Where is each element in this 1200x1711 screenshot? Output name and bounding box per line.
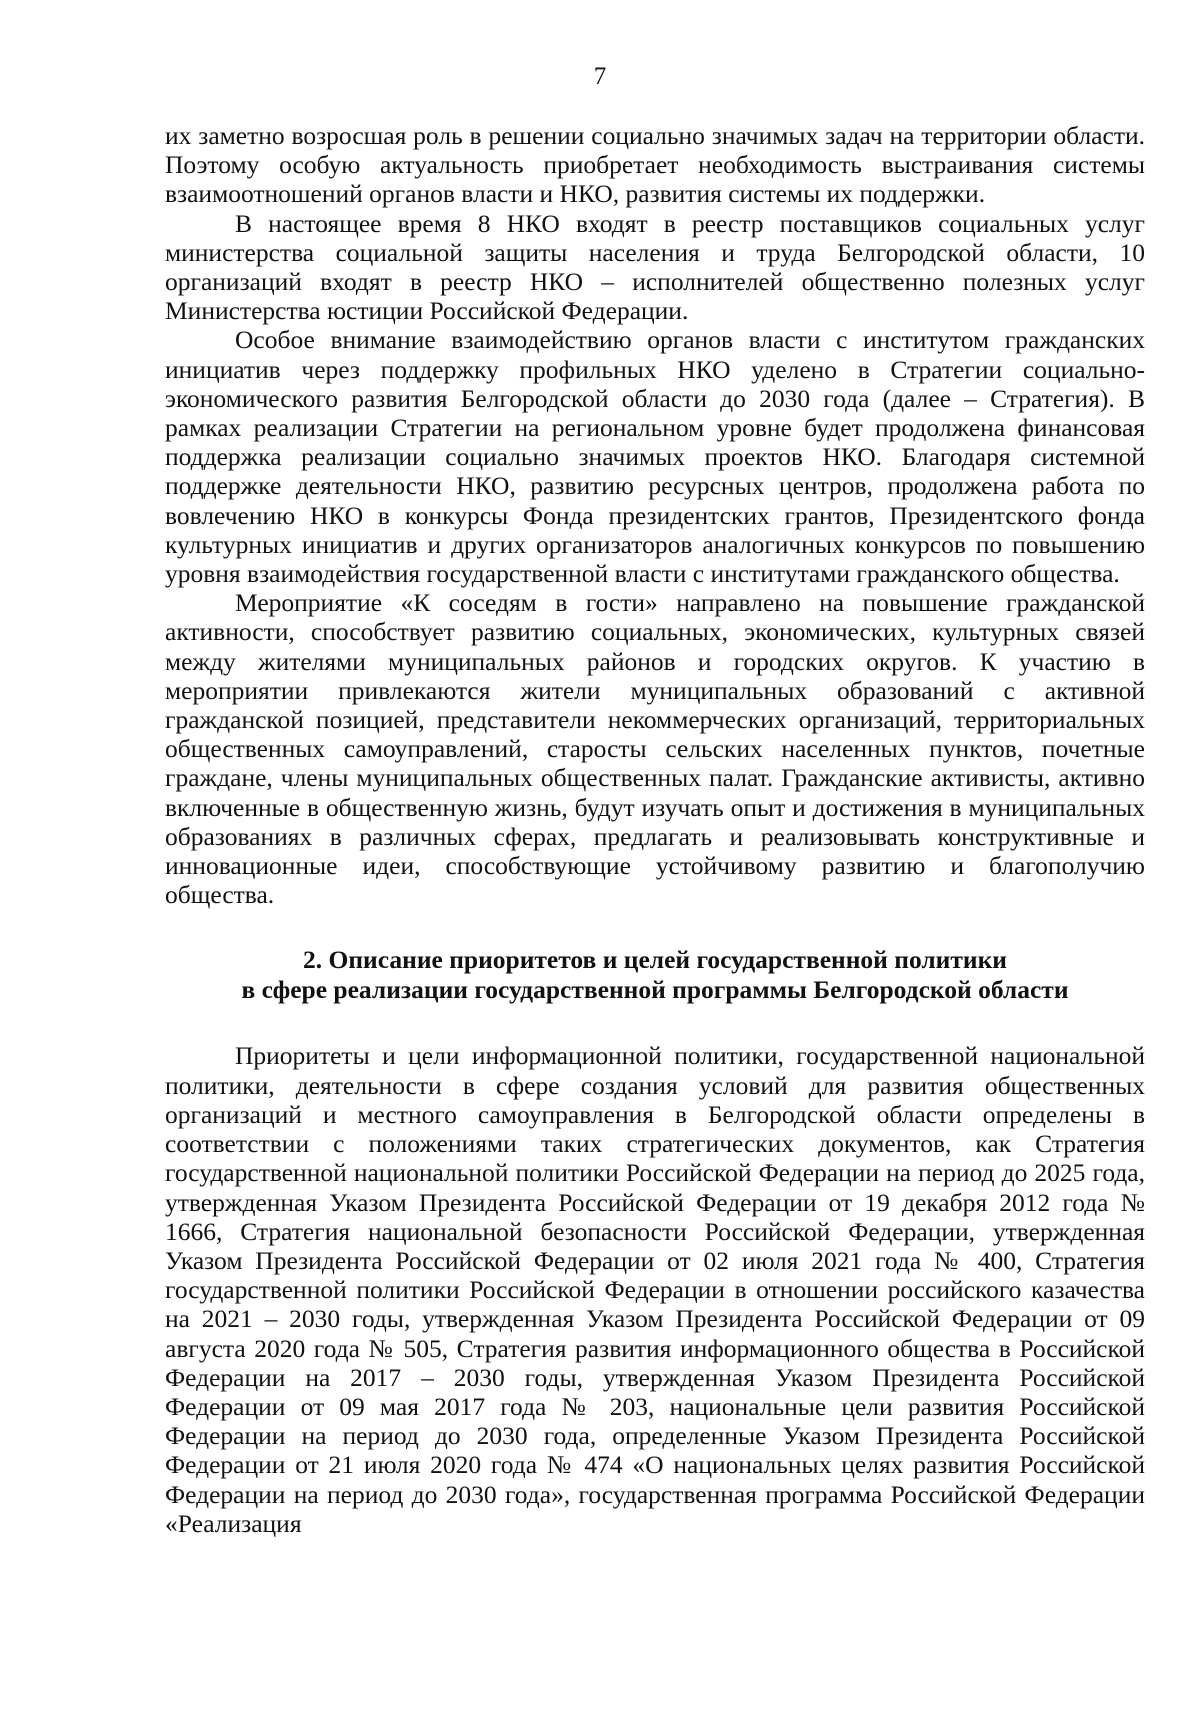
paragraph-social-services-registry: В настоящее время 8 НКО входят в реестр поставщиков социальных услуг министерства социальной защиты населения и труда Белгородской области, 10 организаций входят в реестр НКО – исполнителей общественно полезных услуг Министерства юстиции Российской Федерации.: [165, 208, 1145, 326]
section-heading-line-1: 2. Описание приоритетов и целей государственной политики: [303, 945, 1007, 975]
paragraph-visit-neighbors: Мероприятие «К соседям в гости» направлено на повышение гражданской активности, способствует развитию социальных, экономических, культурных связей между жителями муниципальных районов и городских округов. К участию в мероприятии привлекаются жители муниципальных образований с активной гражданской позицией, представители некоммерческих организаций, территориальных общественных самоуправлений, старосты сельских населенных пунктов, почетные граждане, члены муниципальных общественных палат. Гражданские активисты, активно включенные в общественную жизнь, будут изучать опыт и достижения в муниципальных образованиях в различных сферах, предлагать и реализовывать конструктивные и инновационные идеи, способствующие устойчивому развитию и благополучию общества.: [165, 588, 1145, 910]
paragraph-continuation: их заметно возросшая роль в решении социально значимых задач на территории области. Поэтому особую актуальность приобретает необходимость выстраивания системы взаимоотношений органов власти и НКО, развития системы их поддержки.: [165, 121, 1145, 209]
paragraph-strategy: Особое внимание взаимодействию органов власти с институтом гражданских инициатив через поддержку профильных НКО уделено в Стратегии социально-экономического развития Белгородской области до 2030 года (далее – Стратегия). В рамках реализации Стратегии на региональном уровне будет продолжена финансовая поддержка реализации социально значимых проектов НКО. Благодаря системной поддержке деятельности НКО, развитию ресурсных центров, продолжена работа по вовлечению НКО в конкурсы Фонда президентских грантов, Президентского фонда культурных инициатив и других организаторов аналогичных конкурсов по повышению уровня взаимодействия государственной власти с институтами гражданского общества.: [165, 325, 1145, 589]
page-content: [165, 121, 1145, 1538]
page-number: 7: [593, 63, 607, 90]
section-heading: [165, 945, 1145, 1005]
section-heading-line-2: в сфере реализации государственной программы Белгородской области: [241, 975, 1069, 1005]
paragraph-priorities: Приоритеты и цели информационной политики, государственной национальной политики, деятельности в сфере создания условий для развития общественных организаций и местного самоуправления в Белгородской области определены в соответствии с положениями таких стратегических документов, как Стратегия государственной национальной политики Российской Федерации на период до 2025 года, утвержденная Указом Президента Российской Федерации от 19 декабря 2012 года № 1666, Стратегия национальной безопасности Российской Федерации, утвержденная Указом Президента Российской Федерации от 02 июля 2021 года № 400, Стратегия государственной политики Российской Федерации в отношении российского казачества на 2021 – 2030 годы, утвержденная Указом Президента Российской Федерации от 09 августа 2020 года № 505, Стратегия развития информационного общества в Российской Федерации на 2017 – 2030 годы, утвержденная Указом Президента Российской Федерации от 09 мая 2017 года № 203, национальные цели развития Российской Федерации на период до 2030 года, определенные Указом Президента Российской Федерации от 21 июля 2020 года № 474 «О национальных целях развития Российской Федерации на период до 2030 года», государственная программа Российской Федерации «Реализация: [165, 1041, 1145, 1538]
